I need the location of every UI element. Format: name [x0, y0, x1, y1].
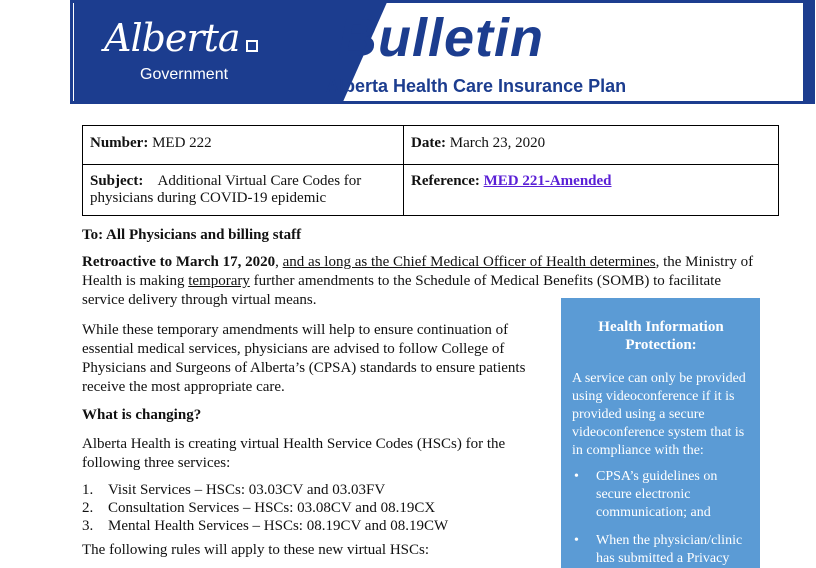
list-item: 3. Mental Health Services – HSCs: 08.19CV and 08.19CW	[82, 518, 449, 534]
effective-date: Retroactive to March 17, 2020	[82, 254, 276, 270]
subject-value: Additional Virtual Care Codes for physicians during COVID-19 epidemic	[90, 173, 362, 206]
bulletin-meta-table	[82, 125, 779, 216]
rules-intro: The following rules will apply to these new virtual HSCs:	[82, 542, 430, 558]
reference-link[interactable]: MED 221-Amended	[483, 173, 612, 189]
header-right-bar	[803, 0, 815, 104]
audience-line: To: All Physicians and billing staff	[82, 227, 302, 243]
list-item: 1. Visit Services – HSCs: 03.03CV and 03.03FV	[82, 482, 386, 498]
number-value: MED 222	[152, 135, 212, 151]
alberta-logo-government: Government	[140, 66, 229, 83]
services-list	[82, 481, 542, 535]
sidebar-bullets	[572, 468, 750, 568]
list-item: • CPSA’s guidelines on secure electronic communication; and	[574, 469, 718, 520]
alberta-logo-wordmark: Alberta	[104, 16, 240, 60]
duration-clause: and as long as the Chief Medical Officer of Health determines	[282, 254, 656, 270]
number-label: Number:	[90, 135, 149, 151]
health-info-sidebar	[561, 298, 760, 568]
subject-cell	[83, 165, 404, 216]
section-heading-changing: What is changing?	[82, 407, 202, 423]
logo-panel	[70, 0, 342, 104]
date-cell	[404, 126, 779, 165]
sidebar-body: A service can only be provided using videoconference if it is provided using a secure videoconference system that is in compliance with the:	[572, 371, 746, 458]
reference-cell	[404, 165, 779, 216]
page-title: Bulletin	[338, 8, 544, 68]
bullet-icon: •	[574, 469, 579, 484]
logo-square-icon	[246, 40, 258, 52]
list-item: 2. Consultation Services – HSCs: 03.08CV and 08.19CX	[82, 500, 436, 516]
number-cell	[83, 126, 404, 165]
subject-label: Subject:	[90, 173, 144, 189]
reference-label: Reference:	[411, 173, 480, 189]
intro-paragraph: Retroactive to March 17, 2020, and as long as the Chief Medical Officer of Health determines, the Ministry of Health is making temporary further amendments to the Schedule of Medical Benefits (SOMB) to facilitate service delivery through virtual means.	[82, 254, 754, 308]
hsc-paragraph: Alberta Health is creating virtual Health Service Codes (HSCs) for the following three services:	[82, 436, 506, 471]
date-label: Date:	[411, 135, 446, 151]
page-subtitle: Alberta Health Care Insurance Plan	[326, 76, 627, 96]
sidebar-heading: Health Information Protection:	[598, 319, 724, 353]
main-column	[82, 321, 542, 560]
bullet-icon: •	[574, 533, 579, 548]
cpsa-paragraph: While these temporary amendments will help to ensure continuation of essential medical services, physicians are advised to follow College of Physicians and Surgeons of Alberta’s (CPSA) standards to ensure patients receive the most appropriate care.	[82, 322, 526, 395]
bulletin-header	[70, 0, 815, 104]
list-item: • When the physician/clinic has submitted a Privacy	[574, 533, 743, 566]
temporary-word: temporary	[188, 273, 250, 289]
date-value: March 23, 2020	[449, 135, 546, 151]
